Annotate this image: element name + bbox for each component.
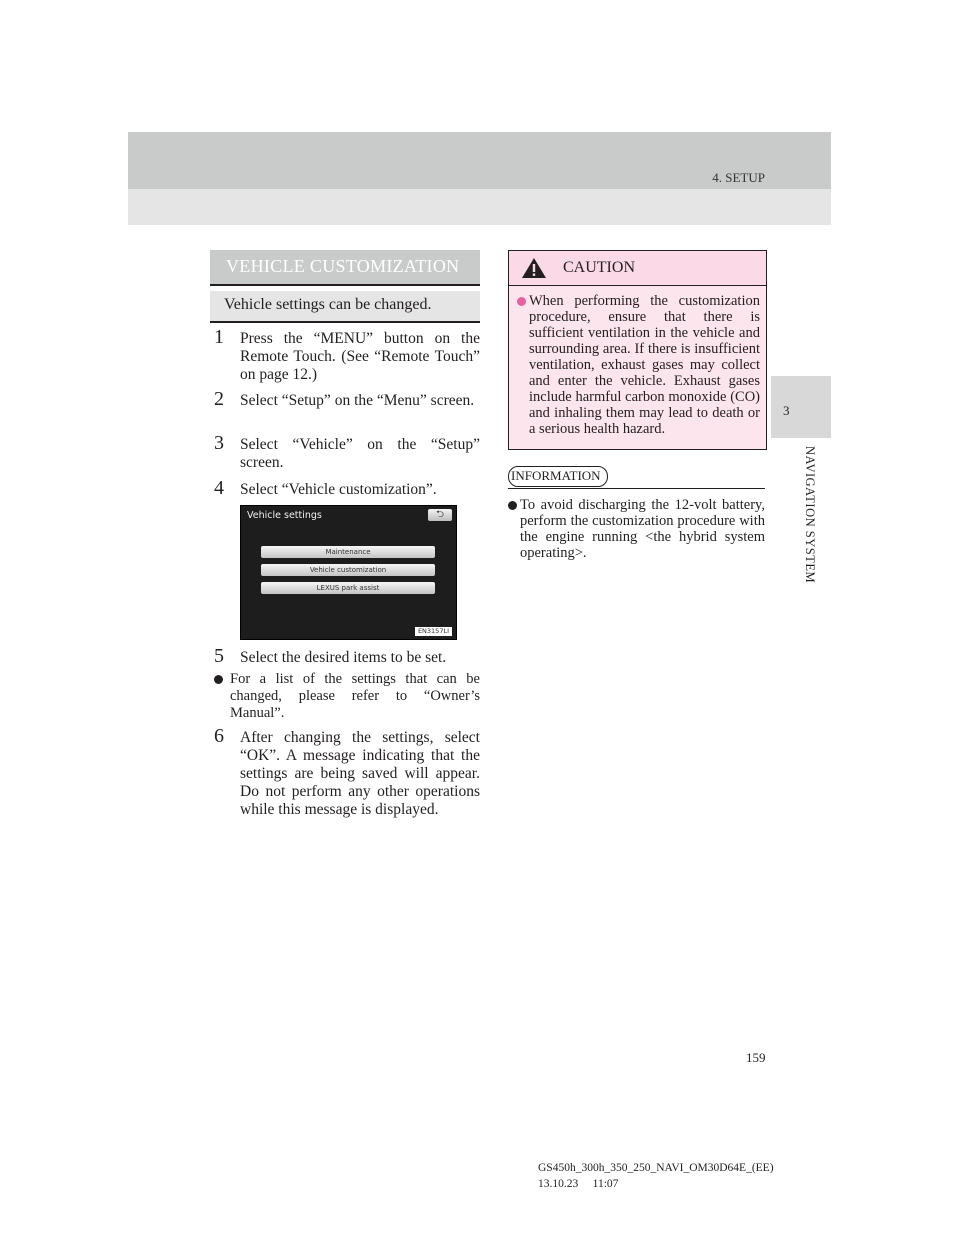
step-number: 6 (214, 725, 224, 747)
step-text: After changing the settings, select “OK”. A message indicating that the settings are being saved will appear. Do not perform any other operations while this message is displayed. (240, 729, 480, 818)
park-assist-button: LEXUS park assist (261, 582, 435, 594)
step-text: Select “Vehicle customization”. (240, 481, 437, 498)
bullet-icon (508, 501, 517, 510)
maintenance-button: Maintenance (261, 546, 435, 558)
print-timestamp: 13.10.23 11:07 (538, 1178, 619, 1190)
section-label: 4. SETUP (712, 170, 765, 185)
caution-header (509, 251, 766, 286)
step-3 (214, 432, 480, 472)
step-text: Select “Vehicle” on the “Setup” screen. (240, 436, 480, 471)
list-item (214, 671, 480, 722)
step-number: 1 (214, 326, 224, 348)
step-5 (214, 645, 480, 667)
information-text: To avoid discharging the 12-volt battery, perform the customization procedure with the engine running <the hybrid system operating>. (520, 497, 765, 561)
information-body (508, 497, 765, 561)
section-title: VEHICLE CUSTOMIZATION (226, 256, 460, 276)
section-title-bar (210, 250, 480, 286)
document-id: GS450h_300h_350_250_NAVI_OM30D64E_(EE) (538, 1162, 774, 1174)
step-number: 3 (214, 432, 224, 454)
screen-title: Vehicle settings (247, 510, 322, 521)
section-subtitle: Vehicle settings can be changed. (224, 296, 432, 313)
chapter-number: 3 (783, 403, 790, 418)
step-number: 4 (214, 477, 224, 499)
figure-code: EN3157LI (415, 627, 452, 636)
step-4 (214, 477, 480, 499)
back-icon: ⮌ (428, 509, 452, 521)
step-1 (214, 326, 480, 384)
caution-body (517, 293, 760, 437)
step-6 (214, 725, 480, 819)
information-tag (508, 466, 608, 487)
page-number: 159 (746, 1050, 766, 1065)
step-text: Press the “MENU” button on the Remote Touch. (See “Remote Touch” on page 12.) (240, 330, 480, 383)
caution-text: When performing the customization procedure, ensure that there is sufficient ventilation in the vehicle and surrounding area. If there is insufficient ventilation, exhaust gases may collect and enter the vehicle. Exhaust gases include harmful carbon monoxide (CO) and inhaling them may lead to death or a serious health hazard. (529, 293, 760, 437)
information-title: INFORMATION (511, 468, 601, 483)
section-subtitle-bar (210, 291, 480, 323)
warning-icon (521, 257, 547, 279)
bullet-text: For a list of the settings that can be changed, please refer to “Owner’s Manual”. (230, 671, 480, 721)
caution-box (508, 250, 767, 450)
header-subband (128, 189, 831, 225)
information-divider (508, 488, 765, 489)
vehicle-customization-button: Vehicle customization (261, 564, 435, 576)
caution-title: CAUTION (563, 259, 635, 276)
step-2 (214, 388, 480, 410)
step-number: 2 (214, 388, 224, 410)
step-text: Select “Setup” on the “Menu” screen. (240, 392, 475, 409)
vehicle-settings-screenshot (240, 505, 457, 640)
chapter-tab (771, 376, 831, 438)
step-number: 5 (214, 645, 224, 667)
bullet-icon (214, 675, 223, 684)
chapter-label: NAVIGATION SYSTEM (803, 446, 817, 584)
bullet-icon (517, 297, 526, 306)
step-text: Select the desired items to be set. (240, 649, 447, 666)
